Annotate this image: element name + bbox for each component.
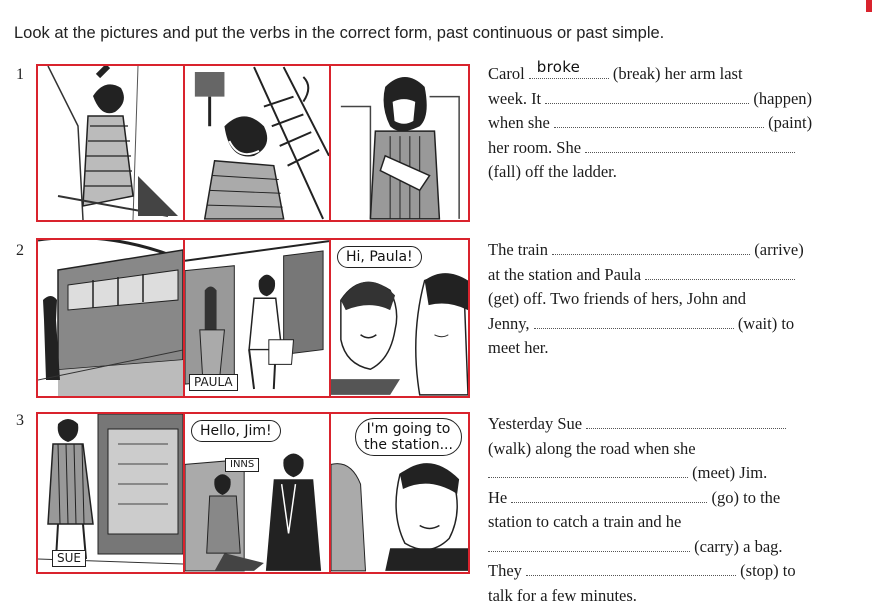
text-fragment: (go) to the [707,487,781,507]
text-line [488,111,854,136]
woman-broken-arm-illustration [331,66,468,220]
answer-blank[interactable] [545,88,749,104]
text-fragment: week. It [488,88,546,108]
exercise-number-2: 2 [16,242,24,259]
woman-painting-illustration [38,66,183,220]
text-line [488,238,854,263]
text-line: (get) off. Two friends of hers, John and [488,289,747,308]
text-fragment: They [488,561,527,580]
answer-blank[interactable] [554,112,764,128]
text-fragment: when she [488,113,554,132]
text-line: station to catch a train and he [488,512,682,531]
paula-stepping-off-illustration [185,240,329,396]
panel-friends-greeting [329,240,468,396]
name-caption-sue: SUE [52,550,86,567]
text-fragment: (paint) [763,113,813,132]
panel-paula-gets-off [183,240,329,396]
shop-sign: INNS [225,458,259,472]
text-fragment: her room. She [488,137,586,157]
text-fragment: (break) her arm last [608,64,743,83]
panel-painting-wall [38,66,183,220]
text-fragment: (arrive) [750,240,804,259]
text-line [488,58,854,87]
text-line: talk for a few minutes. [488,585,637,605]
exercise-number-3: 3 [16,412,24,429]
picture-strip-3 [36,412,470,574]
text-fragment: (wait) to [733,313,795,333]
text-line: (fall) off the ladder. [488,162,617,181]
corner-color-tab [866,0,872,12]
panel-arm-in-sling [329,66,468,220]
text-fragment: (meet) Jim. [688,463,768,482]
speech-bubble-hello-jim: Hello, Jim! [191,420,281,442]
text-line [488,263,854,288]
text-fragment: He [488,487,512,507]
panel-falling [183,66,329,220]
text-line [488,559,854,584]
text-fragment: (happen) [749,88,813,108]
text-line: meet her. [488,338,549,357]
picture-strip-2 [36,238,470,398]
picture-strip-1 [36,64,470,222]
text-line [488,461,854,486]
answer-blank[interactable] [488,462,688,478]
panel-train-arriving [38,240,183,396]
answer-blank[interactable] [534,313,734,329]
exercise-instruction: Look at the pictures and put the verbs in the correct form, past continuous or past simple. [14,24,665,42]
exercise-text-3 [488,412,854,608]
speech-bubble-going-to-station [355,418,462,456]
text-line [488,87,854,112]
exercise-number-1: 1 [16,66,24,83]
filled-answer: broke [536,58,581,76]
sue-walking-illustration [38,414,183,572]
text-line [488,535,854,560]
speech-bubble-hi-paula: Hi, Paula! [337,246,422,268]
answer-blank[interactable] [552,239,750,255]
text-fragment: Yesterday Sue [488,414,587,433]
woman-falling-illustration [185,66,329,220]
exercise-text-1 [488,58,854,185]
panel-sue-walking [38,414,183,572]
train-station-illustration [38,240,183,396]
name-caption-paula: PAULA [189,374,238,391]
text-line [488,486,854,511]
answer-blank[interactable] [586,413,786,429]
bubble-line: I'm going to [366,421,451,437]
text-line: (walk) along the road when she [488,438,696,458]
text-line [488,412,854,437]
text-fragment: Carol [488,64,529,83]
answer-blank[interactable] [645,264,795,280]
text-fragment: Jenny, [488,313,534,333]
text-line [488,312,854,337]
text-fragment: (carry) a bag. [690,536,783,556]
bubble-line: the station... [364,437,453,453]
text-line [488,136,854,161]
panel-jim-going-to-station [329,414,468,572]
text-fragment: The train [488,240,553,259]
answer-blank[interactable] [585,137,795,153]
text-fragment: (stop) to [736,561,796,580]
panel-meeting-jim [183,414,329,572]
answer-blank[interactable] [529,58,609,79]
exercise-text-2 [488,238,854,361]
answer-blank[interactable] [511,487,707,503]
answer-blank[interactable] [526,560,736,576]
answer-blank[interactable] [488,536,690,552]
text-fragment: at the station and Paula [488,264,646,284]
